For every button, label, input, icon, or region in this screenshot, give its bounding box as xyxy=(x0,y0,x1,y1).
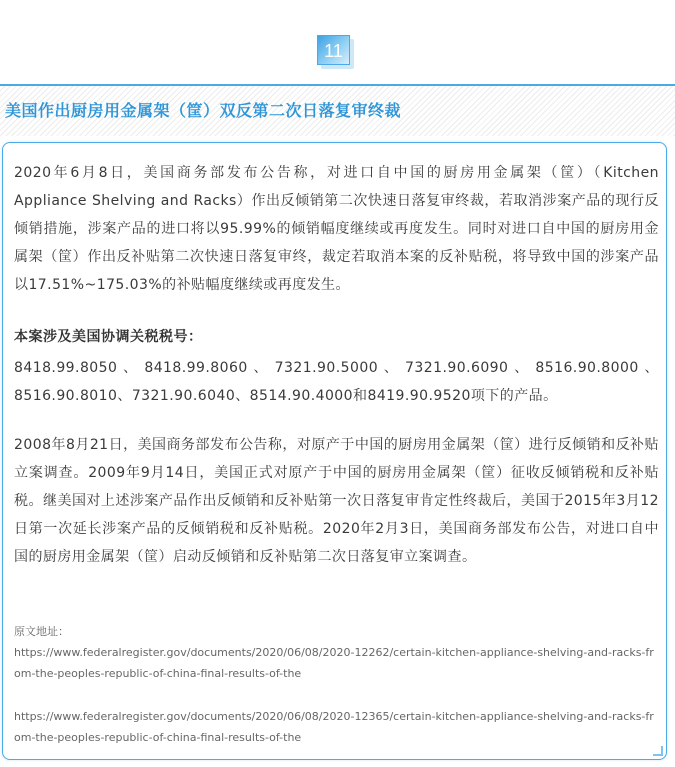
section-number-badge xyxy=(317,35,355,69)
corner-decoration-icon xyxy=(653,746,663,756)
source-link-2[interactable]: https://www.federalregister.gov/documents/2020/06/08/2020-12365/certain-kitchen-appliance-shelving-and-racks-from-the-peoples-republic-of-china-final-results-of-the xyxy=(14,710,654,744)
source-link-1[interactable]: https://www.federalregister.gov/documents/2020/06/08/2020-12262/certain-kitchen-appliance-shelving-and-racks-from-the-peoples-republic-of-china-final-results-of-the xyxy=(14,646,654,680)
tariff-codes: 8418.99.8050 、 8418.99.8060 、 7321.90.5000 、 7321.90.6090 、 8516.90.8000 、 8516.90.8010、7321.90.6040、8514.90.4000和8419.90.9520项下的产品。 xyxy=(14,360,659,404)
article-paragraph-1: 2020年6月8日，美国商务部发布公告称，对进口自中国的厨房用金属架（筐）（Kitchen Appliance Shelving and Racks）作出反倾销第二次快速日落复审终裁，若取消涉案产品的现行反倾销措施，涉案产品的进口将以95.99%的倾销幅度继续或再度发生。同时对进口自中国的厨房用金属架（筐）作出反补贴第二次快速日落复审终，裁定若取消本案的反补贴税，将导致中国的涉案产品以17.51%~175.03%的补贴幅度继续或再度发生。 xyxy=(14,165,659,293)
section-number: 11 xyxy=(317,35,350,65)
article-title: 美国作出厨房用金属架（筐）双反第二次日落复审终裁 xyxy=(5,101,402,120)
article-content-card xyxy=(2,142,667,760)
tariff-heading: 本案涉及美国协调关税税号： xyxy=(14,329,203,345)
source-label: 原文地址： xyxy=(14,625,69,638)
article-title-bar xyxy=(0,84,675,136)
article-paragraph-3: 2008年8月21日，美国商务部发布公告称，对原产于中国的厨房用金属架（筐）进行反倾销和反补贴立案调查。2009年9月14日，美国正式对原产于中国的厨房用金属架（筐）征收反倾销税和反补贴税。继美国对上述涉案产品作出反倾销和反补贴第一次日落复审肯定性终裁后，美国于2015年3月12日第一次延长涉案产品的反倾销税和反补贴税。2020年2月3日，美国商务部发布公告，对进口自中国的厨房用金属架（筐）启动反倾销和反补贴第二次日落复审立案调查。 xyxy=(14,437,659,565)
